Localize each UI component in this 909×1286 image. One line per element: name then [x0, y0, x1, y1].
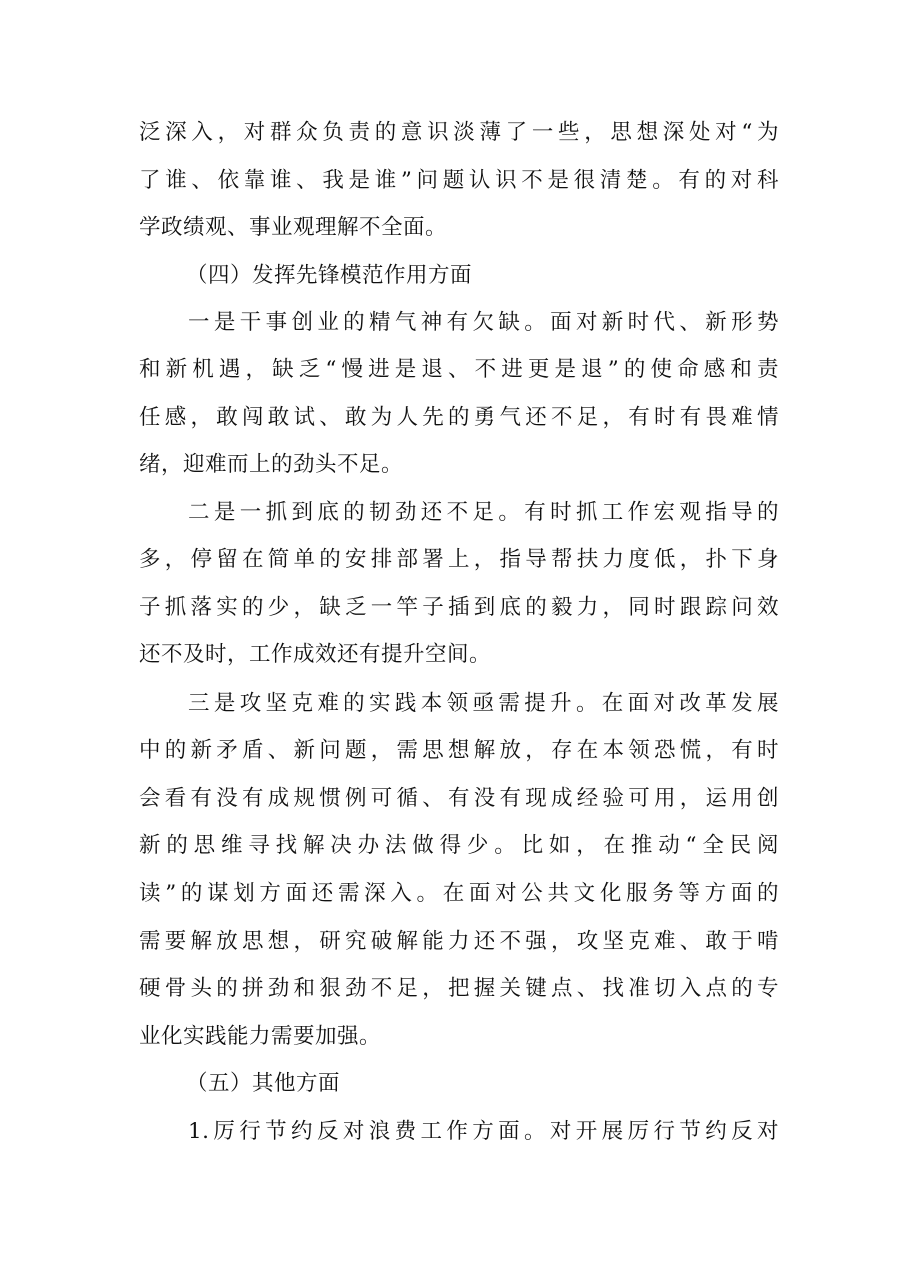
- paragraph-line: 三是攻坚克难的实践本领亟需提升。在面对改革发展: [188, 691, 779, 716]
- paragraph-line: 了谁、依靠谁、我是谁”问题认识不是很清楚。有的对科: [139, 168, 779, 193]
- paragraph-line: 需要解放思想，研究破解能力还不强，攻坚克难、敢于啃: [139, 929, 779, 954]
- paragraph-line: 子抓落实的少，缺乏一竿子插到底的毅力，同时跟踪问效: [139, 595, 779, 620]
- paragraph-line: 和新机遇，缺乏“慢进是退、不进更是退”的使命感和责: [139, 357, 779, 382]
- paragraph-line: 一是干事创业的精气神有欠缺。面对新时代、新形势: [188, 310, 779, 335]
- paragraph-line: 中的新矛盾、新问题，需思想解放，存在本领恐慌，有时: [139, 738, 779, 763]
- section-heading: （五）其他方面: [186, 1071, 341, 1096]
- paragraph-line: 业化实践能力需要加强。: [139, 1024, 382, 1049]
- paragraph-line: 二是一抓到底的韧劲还不足。有时抓工作宏观指导的: [188, 500, 779, 525]
- paragraph-line: 新的思维寻找解决办法做得少。比如，在推动“全民阅: [139, 833, 779, 858]
- paragraph-line: 绪，迎难而上的劲头不足。: [139, 452, 404, 477]
- paragraph-line: 硬骨头的拼劲和狠劲不足，把握关键点、找准切入点的专: [139, 976, 779, 1001]
- paragraph-line: 泛深入，对群众负责的意识淡薄了一些，思想深处对“为: [139, 120, 779, 145]
- paragraph-line: 学政绩观、事业观理解不全面。: [139, 215, 448, 240]
- paragraph-line: 读”的谋划方面还需深入。在面对公共文化服务等方面的: [139, 881, 779, 906]
- paragraph-line: 任感，敢闯敢试、敢为人先的勇气还不足，有时有畏难情: [139, 405, 779, 430]
- section-heading: （四）发挥先锋模范作用方面: [186, 263, 473, 288]
- paragraph-line: 1.厉行节约反对浪费工作方面。对开展厉行节约反对: [188, 1119, 779, 1144]
- paragraph-line: 会看有没有成规惯例可循、有没有现成经验可用，运用创: [139, 786, 779, 811]
- paragraph-line: 还不及时，工作成效还有提升空间。: [139, 642, 492, 667]
- paragraph-line: 多，停留在简单的安排部署上，指导帮扶力度低，扑下身: [139, 547, 779, 572]
